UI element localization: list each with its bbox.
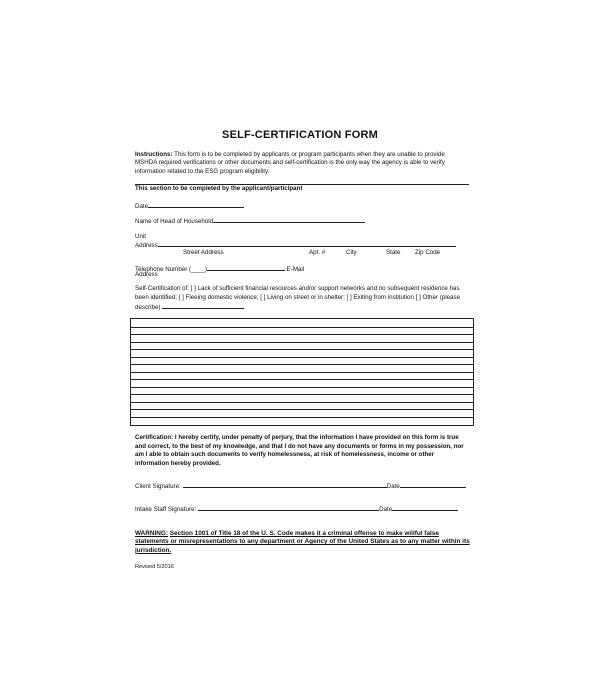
- client-date-blank[interactable]: [400, 481, 466, 488]
- ruled-line: [131, 394, 473, 395]
- other-describe-blank[interactable]: [162, 302, 244, 309]
- address-field[interactable]: [135, 240, 456, 249]
- head-of-household-blank[interactable]: [213, 216, 365, 223]
- instructions: [135, 151, 465, 176]
- warning-label: WARNING:: [135, 530, 169, 537]
- address-blank[interactable]: [158, 240, 456, 247]
- client-signature-field[interactable]: [135, 481, 466, 490]
- ruled-line: [131, 334, 473, 335]
- telephone-field[interactable]: [135, 264, 304, 273]
- instructions-text: This form is to be completed by applicants or program participants when they are unable to provide MSHDA required verifications or other documents and self-certification is the only way the agency is able to verify information related to the ESG program eligibility.: [135, 151, 445, 175]
- intake-signature-field[interactable]: [135, 504, 458, 513]
- intake-date-blank[interactable]: [392, 504, 458, 511]
- description-box[interactable]: [130, 318, 474, 426]
- self-certification-options[interactable]: [135, 285, 471, 313]
- address-label: Address: [135, 242, 158, 249]
- client-date-label: Date: [386, 483, 400, 490]
- certification-statement: [135, 434, 465, 468]
- email-address-label: Address: [135, 271, 158, 278]
- revised-date: Revised 5/2016: [135, 564, 174, 570]
- zip-caption: Zip Code: [415, 249, 441, 256]
- telephone-blank[interactable]: [207, 264, 285, 271]
- head-of-household-field[interactable]: [135, 216, 365, 225]
- ruled-line: [131, 357, 473, 358]
- form-title: SELF-CERTIFICATION FORM: [222, 129, 378, 141]
- ruled-line: [131, 327, 473, 328]
- head-of-household-label: Name of Head of Household: [135, 218, 214, 225]
- ruled-line: [131, 364, 473, 365]
- apt-caption: Apt. #: [309, 249, 326, 256]
- client-signature-blank[interactable]: [183, 481, 387, 488]
- intake-date-label: Date: [379, 506, 393, 513]
- warning-statement: [135, 530, 471, 555]
- date-field[interactable]: [135, 201, 244, 210]
- date-blank[interactable]: [148, 201, 244, 208]
- intake-signature-blank[interactable]: [198, 504, 379, 511]
- city-caption: City: [346, 249, 357, 256]
- self-certification-text: Self-Certification of: [ ] Lack of sufficient financial resources and/or support networks and no subsequent residence has been identified; [ ] Fleeing domestic violence; [ ] Living on street or in shelter; [ ] Exiting from institution [ ] Other (please describe): [135, 285, 461, 312]
- telephone-label: Telephone Number (____): [135, 266, 207, 273]
- client-signature-label: Client Signature:: [135, 483, 181, 490]
- state-caption: State: [386, 249, 401, 256]
- instructions-label: Instructions:: [135, 151, 173, 158]
- ruled-line: [131, 417, 473, 418]
- unit-label: Unit: [135, 233, 147, 240]
- certification-text: I hereby certify, under penalty of perjury, that the information I have provided on this form is true and correct, to the best of my knowledge, and that I do not have any documents or forms in my possession, nor am I able to obtain such documents to verify homelessness, at risk of homelessness, income or other information hereby provided.: [135, 434, 464, 467]
- ruled-line: [131, 342, 473, 343]
- intake-signature-label: Intake Staff Signature:: [135, 506, 197, 513]
- ruled-line: [131, 402, 473, 403]
- ruled-line: [131, 409, 473, 410]
- section-heading: This section to be completed by the applicant/participant: [135, 185, 303, 192]
- ruled-line: [131, 372, 473, 373]
- ruled-line: [131, 379, 473, 380]
- warning-text: Section 1001 of Title 18 of the U. S. Code makes it a criminal offense to make willful false statements or misrepresentations to any department or Agency of the United States as to any matter within its jurisdiction.: [135, 530, 470, 554]
- certification-label: Certification:: [135, 434, 174, 441]
- date-label: Date: [135, 203, 149, 210]
- ruled-line: [131, 349, 473, 350]
- email-label: E-Mail: [286, 266, 305, 273]
- street-address-caption: Street Address: [183, 249, 224, 256]
- ruled-line: [131, 387, 473, 388]
